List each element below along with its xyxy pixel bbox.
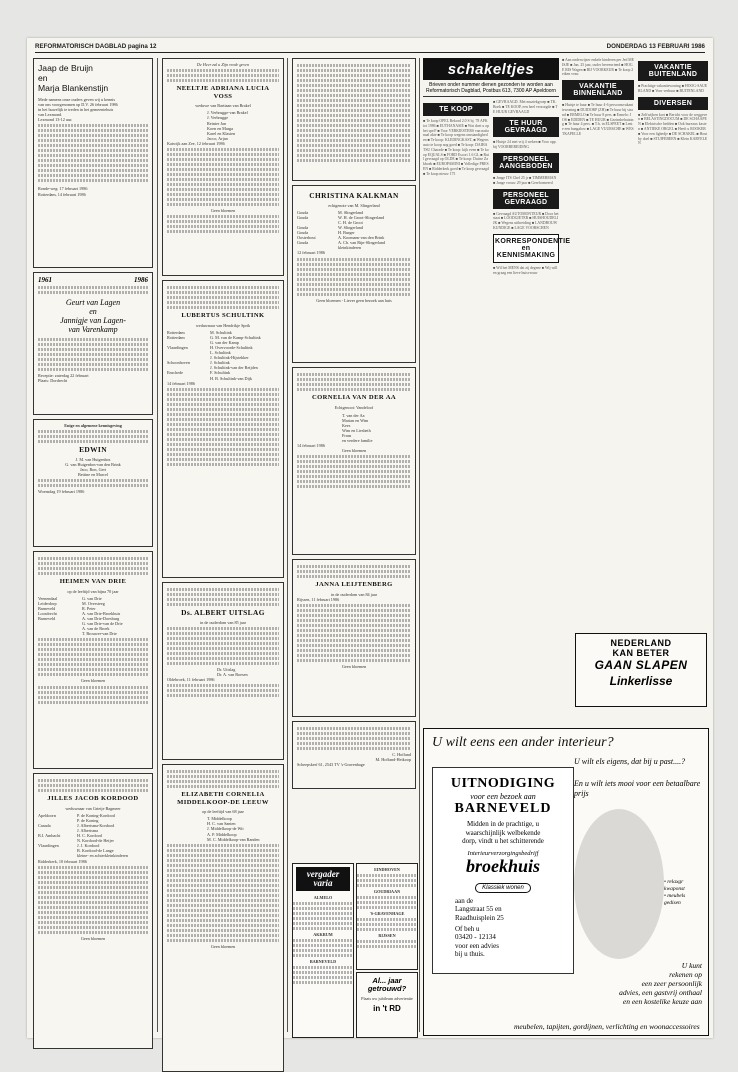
parent-name: G. van Huigenbos-van den Brink xyxy=(65,461,121,467)
phone-line: Of beh u xyxy=(455,925,480,933)
death-date: 14 februari 1986 xyxy=(167,380,195,386)
deceased-age: op de leeftijd van 68 jaar xyxy=(202,809,244,815)
birth-box-2 xyxy=(33,419,153,547)
category-diversen: DIVERSEN xyxy=(638,97,708,110)
family-member: W. H. de Groot-Slingerland xyxy=(338,214,385,220)
family-member: W. Slingerland xyxy=(338,224,363,230)
address: Raadhuisplein 25 xyxy=(455,913,504,922)
family-member: en verdere familie xyxy=(342,438,373,444)
family-member: Dr. A. van Boesen xyxy=(217,671,248,677)
category-korrespondentie: KORRESPONDENTIE en KENNISMAKING xyxy=(493,234,559,263)
deceased-age: in de ouderdom van 84 jaar xyxy=(331,591,377,597)
phone-line: bij u thuis. xyxy=(455,950,485,959)
bullet: • meubels xyxy=(664,893,686,899)
thanks-place: Scheepskerf 61, 2543 TV 's-Gravenhage xyxy=(297,762,365,768)
classified-text: ■ Huisje 24 met vrij 4 weken ■ Voor opp. bij VOORBEREIDING xyxy=(493,140,557,150)
family-place: Loosdrecht xyxy=(38,610,57,616)
deceased-age: weduwnaar van Hendrikje Sprik xyxy=(195,322,251,328)
top-notice xyxy=(292,58,416,181)
death-box-middelkoop xyxy=(162,764,284,1072)
interior-sub: U wilt els eigens, dat bij u past....? xyxy=(574,757,686,766)
deceased-name: JILLES JACOB KORDOOD xyxy=(47,795,139,802)
kennisgeving-title: Enige en algemene kennisgeving xyxy=(64,423,122,428)
family-place: Veenendaal xyxy=(38,595,58,601)
family-member: H. Burger xyxy=(338,230,355,236)
invite-body: waarschijnlijk welbekende xyxy=(465,828,541,837)
header-left: REFORMATORISCH DAGBLAD pagina 12 xyxy=(35,43,157,50)
family-member: A. van de Broek xyxy=(82,626,110,632)
deceased-name: JANNA LEIJTENBERG xyxy=(315,581,393,588)
death-box-uitslag xyxy=(162,582,284,760)
category-te-huur: TE HUUR GEVRAAGD xyxy=(493,117,559,137)
bullet: gedisen xyxy=(664,900,681,906)
event-item: EINDHOVEN xyxy=(374,867,400,872)
closing-note: Geen bloemen xyxy=(341,663,367,669)
family-member: M. Slingerland xyxy=(338,209,364,215)
anniversary-box xyxy=(33,272,153,415)
child-name: EDWIN xyxy=(79,445,107,455)
slapen-line1: NEDERLAND xyxy=(610,638,672,648)
closing-line: U kunt xyxy=(681,961,702,970)
couple-name-1: Jaap de Bruijn xyxy=(38,63,93,73)
vergader-logo: vergader varia xyxy=(296,867,350,891)
family-member: kleine- en achterkleinkinderen xyxy=(77,853,128,859)
shop-name: broekhuis xyxy=(465,855,541,876)
family-member: A. van Drie-Broekhuis xyxy=(82,610,121,616)
interior-ad xyxy=(423,728,709,1036)
newspaper-page xyxy=(27,38,713,1038)
family-member: B. Kordood-de Lange xyxy=(77,848,114,854)
slapen-line3: GAAN SLAPEN xyxy=(594,658,688,672)
classified-text: ■ Zelfwijken kort ■ Bericht voor de weggeven ■ BELASTINGDOCUM ■ DE SCHAAPEN ■ Elektrische bedden ■ Ook bureaux kasten ■ ANTIEKE ORGEL ■ Heeft u ROOKER ■ Voor een ligbedje ■ DE SCHAKEL ■ Hout by doel ■ STUIFEBEEN ■ Klein KARVELEN xyxy=(638,112,708,146)
couple-and: en xyxy=(89,307,97,316)
phone-line: voor een advies xyxy=(455,941,499,950)
death-box-leijtenberg xyxy=(292,559,416,717)
classified-text: ■ Prachtige vakantiewoning ■ HOOG-SAUERLAND ■ Voor verhuur ■ BUITENLAND xyxy=(638,84,708,93)
family-member: C. H. de Groot xyxy=(338,219,363,225)
birth-line: van ons voorgenomen op D.V. 26 februari 1986 xyxy=(38,102,118,108)
family-member: M. Schultink xyxy=(210,329,232,335)
slapen-ad xyxy=(575,633,707,707)
family-member: T. van der Aa xyxy=(342,412,365,418)
deceased-name: CHRISTINA KALKMAN xyxy=(309,191,399,200)
column-1 xyxy=(33,58,153,1032)
column-2 xyxy=(162,58,284,1032)
deceased-name: NEELTJE ADRIANA LUCIA VOSS xyxy=(176,85,270,100)
death-date: 14 februari 1986 xyxy=(297,443,325,449)
vergader-varia-ad xyxy=(292,863,354,1038)
family-member: J. Albertsma xyxy=(77,827,98,833)
year-left: 1961 xyxy=(38,276,52,284)
column-divider xyxy=(157,58,158,1032)
classified-text: ■ Gevraagd AUTOMONTEUR ■ Door het staat ■ LOODGIETER ■ HUISHOUDELIJK ■ Wegens uitbreiding ■ LANDBOUWKUNDIGE ■ LAGE VOORSCHEN xyxy=(493,211,559,230)
classified-text: ■ GEVRAAGD. Met muziekgroep ■ TK. Boek ■ TE KOOP, een heel verzorgde ■ TE HUUR GEVRAAGD xyxy=(493,100,558,114)
deceased-name: CORNELIA VAN DER AA xyxy=(311,394,397,401)
family-member: Marian en Wim xyxy=(342,417,369,423)
interior-sub2: En u wilt iets mooi voor een betaalbare prijs xyxy=(574,779,701,798)
family-place: Gouda xyxy=(297,214,309,220)
family-member: Frans xyxy=(342,433,352,439)
vergader-item: AKKRUM xyxy=(313,932,333,938)
classifieds-column-right xyxy=(562,58,708,720)
family-member: M. C. Middelkoop-van Randen xyxy=(207,836,260,842)
family-member: J. J. Kordood xyxy=(77,843,100,849)
parent-name: J. M. van Huigenbos xyxy=(75,456,111,462)
family-member: J. Verbrugge-van Brakel xyxy=(207,110,248,116)
invitation-card xyxy=(432,767,574,974)
thanks-name: C. Hoffand xyxy=(392,752,411,757)
closing-line: advies, een gastvrij onthaal xyxy=(619,988,702,997)
classified-text: ■ Wil het MENS dat zij degene ■ Wij willen graag een lieve huisvrouw xyxy=(493,265,558,275)
family-member: T. Brouwer-van Drie xyxy=(82,631,117,637)
closing-note: Geen bloemen xyxy=(80,678,106,684)
column-divider xyxy=(419,58,420,1032)
family-member: H. B. Schultink-van Dijk xyxy=(210,375,252,381)
birth-announcement-box xyxy=(33,58,153,268)
category-vakantie-buitenland: VAKANTIE BUITENLAND xyxy=(638,61,708,81)
classifieds-column xyxy=(423,58,571,720)
family-place: Canada xyxy=(38,822,51,828)
couple-name-and: en xyxy=(38,73,48,83)
family-place: Gouda xyxy=(297,224,309,230)
death-place: Oldebroek, 11 februari 1986 xyxy=(167,676,215,682)
family-member: A. Ch. van Rijn-Slingerland xyxy=(338,240,386,246)
death-box-kordood xyxy=(33,773,153,1049)
family-member: J. Schultink-van der Reijden xyxy=(210,365,258,371)
vergader-item: BARNEVELD xyxy=(309,959,337,965)
category-te-koop: TE KOOP xyxy=(423,103,489,116)
family-member: J. Schultink xyxy=(210,360,230,366)
interior-footer: meubelen, tapijten, gordijnen, verlichting en woonaccessoires xyxy=(514,1022,700,1031)
family-member: R. Peter xyxy=(82,605,96,611)
classifieds-subtitle: Brieven onder nummer dienen gezonden te worden aan Reformatorisch Dagblad, Postbus 613, 7300 AP Apeldoorn xyxy=(423,80,559,97)
closing-note: Geen bloemen xyxy=(80,935,106,941)
parent-name: Jaco, Ron, Gert xyxy=(79,466,107,472)
family-member: A. P. Middelkoop xyxy=(207,831,237,837)
family-member: Kees xyxy=(342,422,351,428)
family-place: Enschede xyxy=(167,370,184,376)
family-place: B.I. Ambacht xyxy=(38,833,61,839)
jubileum-text: Plaats uw jubileum advertentie xyxy=(361,996,413,1001)
family-place: Leiderdorp xyxy=(38,600,57,606)
birth-line: Mede namens onze ouders geven wij u kennis xyxy=(38,97,116,102)
address: aan de xyxy=(455,896,474,905)
classified-text: ■ Jonge ITS Chef 25 jr ■ TIMMERMAN ■ Jonge vrouw 29 jaar ■ Gereformeerd xyxy=(493,175,557,185)
family-member: Koen en Marga xyxy=(207,125,233,131)
family-member: J. Schultink-Hijstekker xyxy=(210,355,249,361)
couple-name-2: Marja Blankenstijn xyxy=(38,83,109,93)
closing-note: Geen bloemen xyxy=(210,943,236,949)
deceased-name: HEIMEN VAN DRIE xyxy=(59,578,127,585)
couple-name: Jannigje van Lagen- xyxy=(60,316,126,325)
death-date: Ridderkerk, 10 februari 1986 xyxy=(38,858,87,864)
family-member: G. van der Kamp xyxy=(210,339,239,345)
family-member: M. Oversteeg xyxy=(82,600,105,606)
death-place: Rijssen, 11 februari 1986 xyxy=(297,596,340,602)
family-place: Barneveld xyxy=(38,605,56,611)
family-place: Rotterdam xyxy=(167,334,185,340)
family-member: G. van Drie-van de Drie xyxy=(82,621,123,627)
family-place: Rotterdam xyxy=(167,329,185,335)
event-list-ad xyxy=(356,863,418,970)
slapen-line2: KAN BETER xyxy=(612,648,670,658)
family-member: Reinier Jan xyxy=(207,120,226,126)
classifieds-title: schakeltjes xyxy=(423,58,559,80)
family-member: J. Middelkoop-de Wit xyxy=(207,826,244,832)
invite-town: BARNEVELD xyxy=(454,801,552,816)
death-box-kalkman xyxy=(292,185,416,363)
thanks-name: M. Hoffand-Heikoop xyxy=(375,757,411,763)
deceased-name: Ds. ALBERT UITSLAG xyxy=(181,608,265,617)
family-member: J. Verbrugge xyxy=(207,115,229,121)
family-member: G. M. van de Kamp-Schultink xyxy=(210,334,261,340)
birth-line: Ronde-weg: 17 februari 1986 xyxy=(38,186,88,192)
family-place: Barneveld xyxy=(38,616,56,622)
family-member: Jacco, Arjan xyxy=(207,135,228,141)
verse: De Heer zal u Zijn vrede geven xyxy=(196,62,250,67)
deceased-name: LUBERTUS SCHULTINK xyxy=(181,312,265,319)
birth-line: Rotterdam, 14 februari 1986 xyxy=(38,191,86,197)
family-member: Dr. Uitslag xyxy=(217,666,236,672)
family-member: L. Schultink xyxy=(210,350,231,356)
family-place: Gouda xyxy=(297,240,309,246)
birth-line: van Lexmond. xyxy=(38,112,63,118)
birth-date: Woensdag 19 februari 1986 xyxy=(38,489,85,495)
invite-title: UITNODIGING xyxy=(450,776,556,791)
shop-button[interactable]: Klassiek wonen xyxy=(475,883,531,893)
family-member: H. C. Kordood xyxy=(77,833,102,839)
bullet: kwaponst xyxy=(664,886,685,892)
family-place: Vlaardingen xyxy=(38,843,59,849)
address: Langstraat 55 en xyxy=(455,905,502,914)
column-divider xyxy=(287,58,288,1032)
family-member: Wim en Liesbeth xyxy=(342,427,371,433)
category-personeel-gevraagd: PERSONEEL GEVRAAGD xyxy=(493,189,559,209)
event-item: GOUDRIAAN xyxy=(373,889,401,895)
phone-line: 03420 - 12134 xyxy=(455,933,496,942)
family-member: F. Schultink xyxy=(210,370,231,376)
closing-note: Geen bloemen xyxy=(210,208,236,214)
family-member: G. van Drie xyxy=(82,595,102,601)
vergader-item: ALMELO xyxy=(313,895,333,900)
family-member: A. Koomans-van den Brink xyxy=(338,235,385,241)
header-right: DONDERDAG 13 FEBRUARI 1986 xyxy=(606,43,705,50)
event-item: 'S-GRAVENHAGE xyxy=(369,911,405,917)
closing-note: Geen bloemen xyxy=(341,448,367,454)
couple-name: Geurt van Lagen xyxy=(65,298,121,307)
death-place: Katwijk aan Zee, 12 februari 1986 xyxy=(167,140,225,146)
family-member: kleinkinderen xyxy=(338,245,362,251)
invite-body: Midden in de prachtige, u xyxy=(466,820,540,828)
classified-text: ■ Huisje te huur ■ Te huur 4-6 persoonsvakantiewoning ■ DUIDORP (ZH) ■ Te huur bij strand ■ ERMELO ■ Te huur 8 pers. ■ Ermelo: JOS ■ EDIDEN ■ TE HUUR ■ Gezinsbehuizing ■ Te huur 4 pers. ■ T.h. in ELSPEET ■ Lenie een bungalow ■ LAGE VUURSCHE ■ WESTKAPELLE xyxy=(562,103,634,136)
family-member: H. C. van Santen xyxy=(207,821,236,827)
anniversary-footer: Plaats: Dordrecht xyxy=(38,378,68,384)
death-box-drie xyxy=(33,551,153,769)
deceased-age: weduwe van Bartiaan van Brakel xyxy=(195,103,251,109)
family-place: Oosterhout xyxy=(297,235,316,241)
slapen-brand: Linkerlisse xyxy=(609,674,673,688)
death-box-schultink xyxy=(162,280,284,578)
closing-line: en een kostelike keuze aan xyxy=(622,997,702,1006)
shop-prefix: Interieurverzorgingsbedrijf xyxy=(467,849,539,857)
family-member: A. van Drie-Doesburg xyxy=(82,616,120,622)
classified-text: ■ Te koop OPEL Rekord 2.0 S bj. 78 APK tot 1986 ■ EUTHANASIE ■ Wat doet u op het spel? ■ Voor VERKIESTERS van nationaal akte ■ Te koop wegens omstandigheden ■ Te koop: KLEDINGKAST, ■ Wegens auto te koop nog goed ■ Te koop: DAIHATSU Charade ■ Te koop: kijk even ■ Te koop EQUALS ■ FORD Escort 1.6 GL ■ Ruil gevraagd op OLDE ■ Te koop: Duitse Zakboek ■ EUROPAMINI ■ Volledige PRESEN ■ Ridderkerk goed ■ Te koop gevraagd ■ Te koop nieuw 175 xyxy=(423,119,490,176)
death-box-voss xyxy=(162,58,284,276)
jubileum-ad xyxy=(356,972,418,1038)
family-member: J. Albertsma-Kordood xyxy=(77,822,115,828)
deceased-age: op de leeftijd van bijna 70 jaar xyxy=(67,588,119,594)
family-place: Gouda xyxy=(297,230,309,236)
family-place: Vlaardingen xyxy=(167,344,188,350)
closing-line: een zeer persoonlijk xyxy=(641,979,702,988)
interior-headline: U wilt eens een ander interieur? xyxy=(432,735,614,750)
closing-line: rekenen op xyxy=(669,970,702,979)
category-vakantie-binnenland: VAKANTIE BINNENLAND xyxy=(562,80,634,100)
classified-text: ■ Aan onderwijzer enkele kinderen per Jed MEISJE ■ Jan. 25 jaar, ouder herenvriend ■ HOGE RIS Wagen ■ BIJ VOORKEUR ■ Te koop 2 eiken veau xyxy=(562,58,634,77)
bullet: • relaxgr xyxy=(664,879,684,885)
family-member: T. Middelkoop xyxy=(207,816,232,822)
jubileum-title: Al... jaar getrouwd? xyxy=(367,976,407,993)
family-member: P. de Koning-Kordood xyxy=(77,812,115,818)
family-member: N. Kordood-de Heijer xyxy=(77,838,114,844)
jubileum-brand: in 't RD xyxy=(373,1004,401,1014)
death-box-van-der-aa xyxy=(292,367,416,555)
birth-line: in het huwelijk te treden in het gemeentehuis xyxy=(38,107,114,113)
deceased-age: Echtgenoot: Vandeloof xyxy=(334,404,374,410)
deceased-age: echtgenote van M. Slingerland xyxy=(328,202,380,208)
category-personeel-aangeboden: PERSONEEL AANGEBODEN xyxy=(493,153,559,173)
family-place: Schoonhoven xyxy=(167,360,190,366)
couple-name: van Varenkamp xyxy=(68,325,118,334)
death-date: 12 februari 1986 xyxy=(297,250,325,256)
parent-name: Bettine en Marcel xyxy=(78,471,108,477)
family-member: Karel en Klasien xyxy=(207,130,236,136)
family-place: Apeldoorn xyxy=(38,812,56,818)
page-header xyxy=(35,42,705,53)
deceased-age: in de ouderdom van 85 jaar xyxy=(200,619,246,625)
deceased-name: ELIZABETH CORNELIA MIDDELKOOP-DE LEEUW xyxy=(177,791,269,806)
event-item: RIJSSEN xyxy=(378,933,396,939)
birth-line: Lexmond 13-12 uur. xyxy=(38,117,73,123)
closing-note: Geen bloemen - Liever geen bezoek aan huis xyxy=(316,297,392,303)
family-place: Gouda xyxy=(297,209,309,215)
family-member: H. Overvoorde-Schultink xyxy=(210,344,253,350)
invite-body: dorp, vindt u het schitterende xyxy=(462,837,544,846)
family-member: P. de Koning xyxy=(77,817,99,823)
furniture-illustration xyxy=(574,809,664,959)
invite-sub: voor een bezoek aan xyxy=(470,792,536,801)
thanks-box xyxy=(292,721,416,789)
year-right: 1986 xyxy=(134,276,148,284)
anniversary-footer: Receptie: zaterdag 22 februari xyxy=(38,373,89,378)
deceased-age: weduwnaar van Grietje Bagmeer xyxy=(65,805,121,811)
